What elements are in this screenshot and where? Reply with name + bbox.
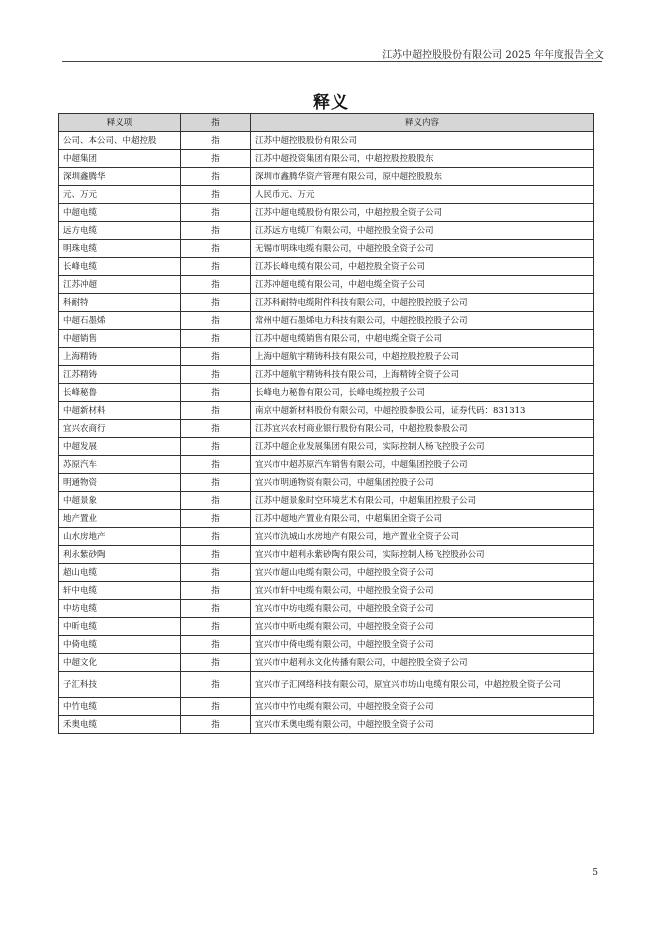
header-ref: 指 xyxy=(181,114,251,132)
term-cell: 中倚电缆 xyxy=(59,636,181,654)
ref-cell: 指 xyxy=(181,312,251,330)
table-row xyxy=(59,276,594,294)
term-cell: 江苏精铸 xyxy=(59,366,181,384)
table-row xyxy=(59,564,594,582)
definition-cell: 宜兴市轩中电缆有限公司，中超控股全资子公司 xyxy=(251,582,594,600)
ref-cell: 指 xyxy=(181,276,251,294)
table-row xyxy=(59,258,594,276)
term-cell: 中超销售 xyxy=(59,330,181,348)
term-cell: 明通物资 xyxy=(59,474,181,492)
table-row xyxy=(59,294,594,312)
term-cell: 科耐特 xyxy=(59,294,181,312)
term-cell: 地产置业 xyxy=(59,510,181,528)
table-row xyxy=(59,698,594,716)
table-row xyxy=(59,654,594,672)
table-body xyxy=(59,132,594,734)
definition-cell: 宜兴市中超利永紫砂陶有限公司，实际控制人杨飞控股孙公司 xyxy=(251,546,594,564)
definition-cell: 江苏长峰电缆有限公司，中超控股全资子公司 xyxy=(251,258,594,276)
ref-cell: 指 xyxy=(181,204,251,222)
table-row xyxy=(59,150,594,168)
table-row xyxy=(59,366,594,384)
table-row xyxy=(59,330,594,348)
definition-cell: 深圳市鑫腾华资产管理有限公司，原中超控股股东 xyxy=(251,168,594,186)
term-cell: 深圳鑫腾华 xyxy=(59,168,181,186)
table-row xyxy=(59,672,594,698)
definition-cell: 宜兴市中坊电缆有限公司，中超控股全资子公司 xyxy=(251,600,594,618)
page-number: 5 xyxy=(592,868,598,878)
ref-cell: 指 xyxy=(181,528,251,546)
term-cell: 子汇科技 xyxy=(59,672,181,698)
term-cell: 禾奥电缆 xyxy=(59,716,181,734)
definition-cell: 常州中超石墨烯电力科技有限公司，中超控股控股子公司 xyxy=(251,312,594,330)
ref-cell: 指 xyxy=(181,510,251,528)
definition-cell: 江苏中超控股股份有限公司 xyxy=(251,132,594,150)
ref-cell: 指 xyxy=(181,348,251,366)
ref-cell: 指 xyxy=(181,258,251,276)
ref-cell: 指 xyxy=(181,168,251,186)
ref-cell: 指 xyxy=(181,402,251,420)
ref-cell: 指 xyxy=(181,698,251,716)
definition-cell: 长峰电力秘鲁有限公司，长峰电缆控股子公司 xyxy=(251,384,594,402)
ref-cell: 指 xyxy=(181,132,251,150)
term-cell: 江苏冲超 xyxy=(59,276,181,294)
ref-cell: 指 xyxy=(181,474,251,492)
definition-cell: 江苏中超电缆股份有限公司，中超控股全资子公司 xyxy=(251,204,594,222)
ref-cell: 指 xyxy=(181,384,251,402)
table-row xyxy=(59,582,594,600)
term-cell: 中超景象 xyxy=(59,492,181,510)
table-row xyxy=(59,492,594,510)
term-cell: 利永紫砂陶 xyxy=(59,546,181,564)
definition-cell: 江苏远方电缆厂有限公司，中超控股全资子公司 xyxy=(251,222,594,240)
definition-cell: 江苏中超地产置业有限公司，中超集团全资子公司 xyxy=(251,510,594,528)
ref-cell: 指 xyxy=(181,492,251,510)
ref-cell: 指 xyxy=(181,600,251,618)
term-cell: 苏原汽车 xyxy=(59,456,181,474)
definition-cell: 宜兴市中竹电缆有限公司，中超控股全资子公司 xyxy=(251,698,594,716)
term-cell: 中超电缆 xyxy=(59,204,181,222)
definition-cell: 江苏科耐特电缆附件科技有限公司，中超控股控股子公司 xyxy=(251,294,594,312)
ref-cell: 指 xyxy=(181,672,251,698)
definition-cell: 江苏中超企业发展集团有限公司，实际控制人杨飞控股子公司 xyxy=(251,438,594,456)
definition-cell: 宜兴市中倚电缆有限公司，中超控股全资子公司 xyxy=(251,636,594,654)
ref-cell: 指 xyxy=(181,636,251,654)
term-cell: 中超文化 xyxy=(59,654,181,672)
table-row xyxy=(59,600,594,618)
term-cell: 超山电缆 xyxy=(59,564,181,582)
definitions-table xyxy=(58,113,594,734)
term-cell: 中竹电缆 xyxy=(59,698,181,716)
definition-cell: 宜兴市中超苏原汽车销售有限公司，中超集团控股子公司 xyxy=(251,456,594,474)
table-row xyxy=(59,168,594,186)
ref-cell: 指 xyxy=(181,330,251,348)
table-row xyxy=(59,384,594,402)
table-header-row xyxy=(59,114,594,132)
definition-cell: 江苏中超景象时空环境艺术有限公司，中超集团控股子公司 xyxy=(251,492,594,510)
ref-cell: 指 xyxy=(181,654,251,672)
definition-cell: 宜兴市氿城山水房地产有限公司，地产置业全资子公司 xyxy=(251,528,594,546)
definition-cell: 宜兴市禾奥电缆有限公司，中超控股全资子公司 xyxy=(251,716,594,734)
header-definition: 释义内容 xyxy=(251,114,594,132)
table-row xyxy=(59,420,594,438)
definition-cell: 宜兴市明通物资有限公司，中超集团控股子公司 xyxy=(251,474,594,492)
definition-cell: 人民币元、万元 xyxy=(251,186,594,204)
table-row xyxy=(59,438,594,456)
term-cell: 元、万元 xyxy=(59,186,181,204)
table-row xyxy=(59,204,594,222)
term-cell: 中超新材料 xyxy=(59,402,181,420)
ref-cell: 指 xyxy=(181,150,251,168)
definition-cell: 江苏中超投资集团有限公司，中超控股控股股东 xyxy=(251,150,594,168)
term-cell: 上海精铸 xyxy=(59,348,181,366)
table-row xyxy=(59,132,594,150)
table-row xyxy=(59,240,594,258)
table-row xyxy=(59,186,594,204)
definition-cell: 江苏冲超电缆有限公司，中超电缆全资子公司 xyxy=(251,276,594,294)
header-divider xyxy=(62,61,602,62)
ref-cell: 指 xyxy=(181,564,251,582)
table-row xyxy=(59,546,594,564)
definition-cell: 无锡市明珠电缆有限公司，中超控股全资子公司 xyxy=(251,240,594,258)
definition-cell: 江苏中超电缆销售有限公司，中超电缆全资子公司 xyxy=(251,330,594,348)
table-row xyxy=(59,222,594,240)
term-cell: 山水房地产 xyxy=(59,528,181,546)
definition-cell: 宜兴市超山电缆有限公司，中超控股全资子公司 xyxy=(251,564,594,582)
table-row xyxy=(59,348,594,366)
document-header: 江苏中超控股股份有限公司 2025 年年度报告全文 xyxy=(382,50,604,61)
ref-cell: 指 xyxy=(181,294,251,312)
ref-cell: 指 xyxy=(181,582,251,600)
definition-cell: 上海中超航宇精铸科技有限公司，中超控股控股子公司 xyxy=(251,348,594,366)
term-cell: 公司、本公司、中超控股 xyxy=(59,132,181,150)
term-cell: 长峰电缆 xyxy=(59,258,181,276)
definition-cell: 宜兴市中超利永文化传播有限公司，中超控股全资子公司 xyxy=(251,654,594,672)
ref-cell: 指 xyxy=(181,438,251,456)
header-term: 释义项 xyxy=(59,114,181,132)
ref-cell: 指 xyxy=(181,618,251,636)
definition-cell: 江苏宜兴农村商业银行股份有限公司，中超控股参股公司 xyxy=(251,420,594,438)
term-cell: 中超发展 xyxy=(59,438,181,456)
table-row xyxy=(59,402,594,420)
table-row xyxy=(59,474,594,492)
ref-cell: 指 xyxy=(181,222,251,240)
term-cell: 中超石墨烯 xyxy=(59,312,181,330)
section-title: 释义 xyxy=(313,93,349,113)
ref-cell: 指 xyxy=(181,186,251,204)
table-row xyxy=(59,618,594,636)
term-cell: 中超集团 xyxy=(59,150,181,168)
table-row xyxy=(59,510,594,528)
definition-cell: 宜兴市子汇网络科技有限公司，原宜兴市坊山电缆有限公司，中超控股全资子公司 xyxy=(251,672,594,698)
term-cell: 明珠电缆 xyxy=(59,240,181,258)
definition-cell: 宜兴市中昕电缆有限公司，中超控股全资子公司 xyxy=(251,618,594,636)
term-cell: 轩中电缆 xyxy=(59,582,181,600)
table-row xyxy=(59,636,594,654)
ref-cell: 指 xyxy=(181,716,251,734)
term-cell: 宜兴农商行 xyxy=(59,420,181,438)
definition-cell: 江苏中超航宇精铸科技有限公司，上海精铸全资子公司 xyxy=(251,366,594,384)
term-cell: 中昕电缆 xyxy=(59,618,181,636)
ref-cell: 指 xyxy=(181,420,251,438)
ref-cell: 指 xyxy=(181,240,251,258)
table-row xyxy=(59,528,594,546)
table-row xyxy=(59,312,594,330)
term-cell: 远方电缆 xyxy=(59,222,181,240)
table-row xyxy=(59,716,594,734)
ref-cell: 指 xyxy=(181,366,251,384)
definition-cell: 南京中超新材料股份有限公司，中超控股参股公司，证券代码：831313 xyxy=(251,402,594,420)
term-cell: 长峰秘鲁 xyxy=(59,384,181,402)
ref-cell: 指 xyxy=(181,456,251,474)
term-cell: 中坊电缆 xyxy=(59,600,181,618)
ref-cell: 指 xyxy=(181,546,251,564)
table-row xyxy=(59,456,594,474)
